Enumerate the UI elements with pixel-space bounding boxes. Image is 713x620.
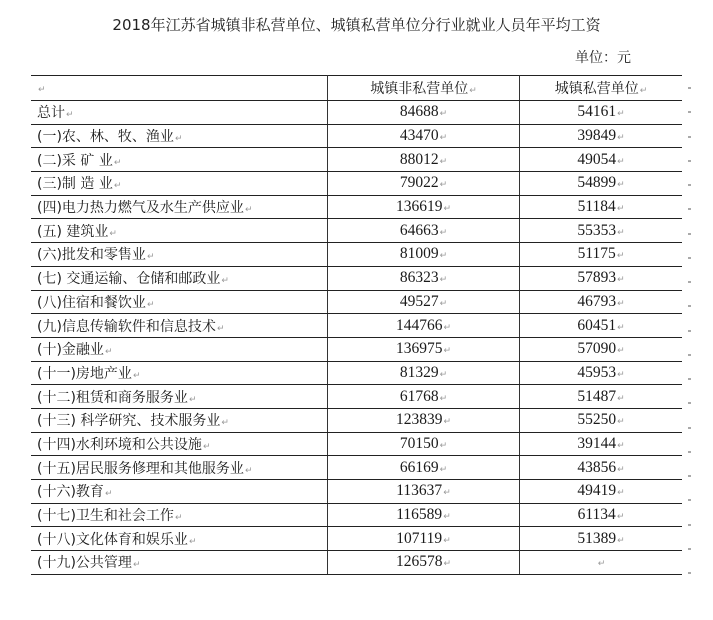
industry-cell: (十九)公共管理↵ [31, 551, 328, 575]
table-body [31, 101, 682, 575]
paragraph-mark-icon: ↵ [439, 251, 448, 262]
paragraph-mark-icon: ↵ [617, 535, 625, 546]
row-end-marker [688, 160, 691, 162]
row-end-marker [688, 281, 691, 283]
table-row [31, 551, 682, 575]
industry-cell: (十四)水利环境和公共设施↵ [31, 432, 328, 456]
paragraph-mark-icon: ↵ [146, 252, 155, 263]
paragraph-mark-icon: ↵ [617, 393, 625, 404]
paragraph-mark-icon: ↵ [617, 322, 625, 333]
non-private-wage-cell: 113637↵ [328, 480, 520, 504]
paragraph-mark-icon: ↵ [617, 369, 625, 380]
header-private: 城镇私营单位↵ [520, 76, 683, 101]
private-wage-cell: 51184↵ [520, 195, 683, 219]
table-row [31, 101, 682, 125]
non-private-wage-cell: 86323↵ [328, 266, 520, 290]
paragraph-mark-icon: ↵ [617, 227, 625, 238]
paragraph-mark-icon: ↵ [617, 298, 625, 309]
industry-cell: (十六)教育↵ [31, 480, 328, 504]
industry-cell: (七) 交通运输、仓储和邮政业↵ [31, 266, 328, 290]
non-private-wage-cell: 61768↵ [328, 385, 520, 409]
paragraph-mark-icon: ↵ [617, 180, 625, 191]
table-row [31, 290, 682, 314]
paragraph-mark-icon: ↵ [216, 323, 225, 334]
row-end-marker [688, 475, 691, 477]
paragraph-mark-icon: ↵ [439, 369, 448, 380]
paragraph-mark-icon: ↵ [174, 134, 183, 145]
paragraph-mark-icon: ↵ [174, 513, 183, 524]
paragraph-mark-icon: ↵ [469, 86, 477, 96]
paragraph-mark-icon: ↵ [66, 110, 74, 121]
industry-cell: (三)制 造 业↵ [31, 172, 328, 196]
row-end-marker [688, 354, 691, 356]
paragraph-mark-icon: ↵ [443, 512, 451, 523]
non-private-wage-cell: 81009↵ [328, 243, 520, 267]
industry-cell: (五) 建筑业↵ [31, 219, 328, 243]
table-row [31, 527, 682, 551]
unit-label: 单位：元 [575, 50, 631, 66]
non-private-wage-cell: 136975↵ [328, 337, 520, 361]
private-wage-cell: 57893↵ [520, 266, 683, 290]
paragraph-mark-icon: ↵ [244, 205, 253, 216]
paragraph-mark-icon: ↵ [439, 275, 448, 286]
paragraph-mark-icon: ↵ [439, 440, 448, 451]
non-private-wage-cell: 144766↵ [328, 314, 520, 338]
row-end-marker [688, 136, 691, 138]
row-end-marker [688, 87, 691, 89]
private-wage-cell: 39144↵ [520, 432, 683, 456]
paragraph-mark-icon: ↵ [146, 299, 155, 310]
paragraph-mark-icon: ↵ [202, 441, 211, 452]
table-row [31, 361, 682, 385]
paragraph-mark-icon: ↵ [617, 156, 625, 167]
non-private-wage-cell: 49527↵ [328, 290, 520, 314]
industry-cell: (四)电力热力燃气及水生产供应业↵ [31, 195, 328, 219]
paragraph-mark-icon: ↵ [616, 512, 625, 523]
private-wage-cell: 39849↵ [520, 124, 683, 148]
paragraph-mark-icon: ↵ [439, 180, 448, 191]
row-end-marker [688, 257, 691, 259]
non-private-wage-cell: 66169↵ [328, 456, 520, 480]
paragraph-mark-icon: ↵ [443, 559, 452, 570]
table-row [31, 124, 682, 148]
non-private-wage-cell: 84688↵ [328, 101, 520, 125]
paragraph-mark-icon: ↵ [221, 276, 229, 287]
table-row [31, 337, 682, 361]
paragraph-mark-icon: ↵ [617, 109, 625, 120]
table-row [31, 432, 682, 456]
row-end-marker [688, 548, 691, 550]
industry-cell: (十三) 科学研究、技术服务业↵ [31, 408, 328, 432]
industry-cell: (十五)居民服务修理和其他服务业↵ [31, 456, 328, 480]
header-non-private: 城镇非私营单位↵ [328, 76, 520, 101]
paragraph-mark-icon: ↵ [113, 157, 122, 168]
paragraph-mark-icon: ↵ [439, 464, 448, 475]
private-wage-cell: 55353↵ [520, 219, 683, 243]
private-wage-cell: 49419↵ [520, 480, 683, 504]
private-wage-cell: 51175↵ [520, 243, 683, 267]
row-end-marker [688, 184, 691, 186]
paragraph-mark-icon: ↵ [439, 133, 448, 144]
paragraph-mark-icon: ↵ [221, 418, 229, 429]
non-private-wage-cell: 116589↵ [328, 503, 520, 527]
table-row [31, 148, 682, 172]
paragraph-mark-icon: ↵ [132, 560, 141, 571]
paragraph-mark-icon: ↵ [617, 133, 625, 144]
paragraph-mark-icon: ↵ [132, 370, 141, 381]
paragraph-mark-icon: ↵ [104, 347, 113, 358]
private-wage-cell: 43856↵ [520, 456, 683, 480]
private-wage-cell: 51389↵ [520, 527, 683, 551]
industry-cell: (十)金融业↵ [31, 337, 328, 361]
industry-cell: (十一)房地产业↵ [31, 361, 328, 385]
paragraph-mark-icon: ↵ [439, 109, 448, 120]
private-wage-cell: 57090↵ [520, 337, 683, 361]
paragraph-mark-icon: ↵ [617, 464, 625, 475]
row-end-marker [688, 330, 691, 332]
industry-cell: (十七)卫生和社会工作↵ [31, 503, 328, 527]
industry-cell: (二)采 矿 业↵ [31, 148, 328, 172]
non-private-wage-cell: 81329↵ [328, 361, 520, 385]
private-wage-cell: 49054↵ [520, 148, 683, 172]
paragraph-mark-icon: ↵ [439, 156, 448, 167]
non-private-wage-cell: 136619↵ [328, 195, 520, 219]
row-end-marker [688, 208, 691, 210]
paragraph-mark-icon: ↵ [113, 181, 122, 192]
paragraph-mark-icon: ↵ [443, 417, 452, 428]
industry-cell: (八)住宿和餐饮业↵ [31, 290, 328, 314]
row-end-marker [688, 427, 691, 429]
private-wage-cell: 61134↵ [520, 503, 683, 527]
header-industry [31, 76, 328, 101]
table-row [31, 266, 682, 290]
industry-cell: (六)批发和零售业↵ [31, 243, 328, 267]
table-row [31, 480, 682, 504]
paragraph-mark-icon: ↵ [617, 275, 625, 286]
table-row [31, 385, 682, 409]
table-row [31, 503, 682, 527]
private-wage-cell: 54899↵ [520, 172, 683, 196]
paragraph-mark-icon: ↵ [109, 228, 117, 239]
row-end-marker [688, 378, 691, 380]
table-row [31, 314, 682, 338]
paragraph-mark-icon: ↵ [439, 298, 448, 309]
non-private-wage-cell: 43470↵ [328, 124, 520, 148]
non-private-wage-cell: 70150↵ [328, 432, 520, 456]
paragraph-mark-icon: ↵ [443, 488, 451, 499]
row-end-marker [688, 402, 691, 404]
private-wage-cell: 54161↵ [520, 101, 683, 125]
non-private-wage-cell: 88012↵ [328, 148, 520, 172]
paragraph-mark-icon: ↵ [244, 465, 253, 476]
private-wage-cell: 46793↵ [520, 290, 683, 314]
table-row [31, 408, 682, 432]
paragraph-mark-icon: ↵ [617, 346, 625, 357]
table-row [31, 195, 682, 219]
table-row [31, 456, 682, 480]
paragraph-mark-icon: ↵ [104, 489, 113, 500]
non-private-wage-cell: 79022↵ [328, 172, 520, 196]
private-wage-cell: 45953↵ [520, 361, 683, 385]
row-end-marker [688, 305, 691, 307]
row-end-marker [688, 524, 691, 526]
private-wage-cell [520, 551, 683, 575]
industry-cell: 总计↵ [31, 101, 328, 125]
table-row [31, 172, 682, 196]
paragraph-mark-icon: ↵ [439, 227, 448, 238]
row-end-marker [688, 499, 691, 501]
non-private-wage-cell: 107119↵ [328, 527, 520, 551]
non-private-wage-cell: 64663↵ [328, 219, 520, 243]
wage-table [31, 75, 682, 575]
paragraph-mark-icon: ↵ [439, 393, 448, 404]
paragraph-mark-icon: ↵ [639, 86, 648, 96]
paragraph-mark-icon: ↵ [443, 535, 451, 546]
paragraph-mark-icon: ↵ [443, 322, 452, 333]
private-wage-cell: 51487↵ [520, 385, 683, 409]
paragraph-mark-icon: ↵ [443, 204, 452, 215]
paragraph-mark-icon: ↵ [38, 85, 46, 95]
private-wage-cell: 55250↵ [520, 408, 683, 432]
paragraph-mark-icon: ↵ [188, 536, 197, 547]
paragraph-mark-icon: ↵ [617, 488, 625, 499]
non-private-wage-cell: 123839↵ [328, 408, 520, 432]
non-private-wage-cell: 126578↵ [328, 551, 520, 575]
row-end-marker [688, 572, 691, 574]
paragraph-mark-icon: ↵ [188, 394, 197, 405]
paragraph-mark-icon: ↵ [443, 346, 452, 357]
document-title: 2018年江苏省城镇非私营单位、城镇私营单位分行业就业人员年平均工资 [112, 16, 601, 34]
row-end-marker [688, 451, 691, 453]
paragraph-mark-icon: ↵ [617, 440, 625, 451]
row-end-marker [688, 233, 691, 235]
industry-cell: (一)农、林、牧、渔业↵ [31, 124, 328, 148]
table-row [31, 243, 682, 267]
industry-cell: (九)信息传输软件和信息技术↵ [31, 314, 328, 338]
paragraph-mark-icon: ↵ [616, 204, 625, 215]
paragraph-mark-icon: ↵ [616, 251, 625, 262]
industry-cell: (十八)文化体育和娱乐业↵ [31, 527, 328, 551]
paragraph-mark-icon: ↵ [617, 417, 625, 428]
row-end-marker [688, 111, 691, 113]
private-wage-cell: 60451↵ [520, 314, 683, 338]
table-row [31, 219, 682, 243]
paragraph-mark-icon: ↵ [597, 559, 606, 570]
industry-cell: (十二)租赁和商务服务业↵ [31, 385, 328, 409]
table-header-row [31, 76, 682, 101]
